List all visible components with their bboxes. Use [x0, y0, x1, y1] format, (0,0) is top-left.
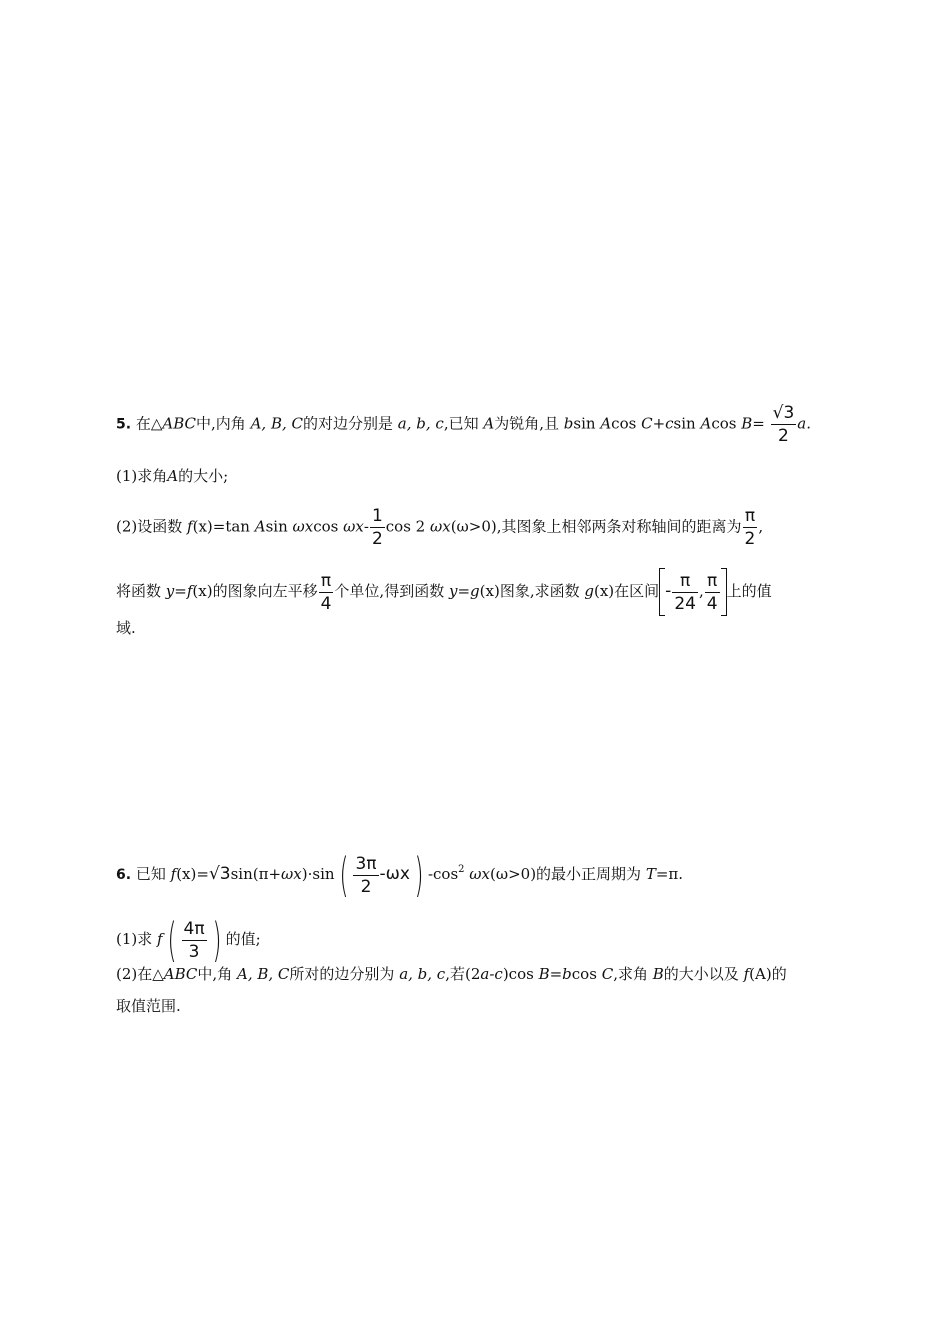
left-paren: ( — [167, 913, 177, 967]
problem5-line1: 5. 在△ABC中,内角 A, B, C的对边分别是 a, b, c,已知 A为锐角,且 bsin Acos C+csin Acos B= $\frac{√3}{2}$ a. — [116, 403, 811, 446]
right-paren: ) — [414, 848, 424, 902]
fraction-sqrt3-over-2: $\frac{√3}{2}$ — [772, 403, 795, 446]
problem-number: 5. — [116, 416, 132, 433]
right-paren: ) — [212, 913, 222, 967]
problem5-part2-line1: (2)设函数 f(x)=tan Asin ωxcos ωx- $\frac{1}{2}$ cos 2 ωx(ω>0),其图象上相邻两条对称轴间的距离为 $\frac{\pi}{2}$ , — [116, 506, 764, 549]
problem5-part2-line3: 域. — [116, 619, 136, 637]
fraction-one-half: $\frac{1}{2}$ — [371, 506, 383, 549]
problem5-part1: (1)求角A的大小; — [116, 467, 229, 485]
problem5-part2-line2: 将函数 y=f(x)的图象向左平移 $\frac{\pi}{4}$ 个单位,得到函数 y=g(x)图象,求函数 g(x)在区间 - $\frac{\pi}{24}$ , $\frac{\pi}{4}$ 上的值 — [116, 568, 772, 616]
problem6-part2-line2: 取值范围. — [116, 997, 181, 1015]
fraction-3pi-over-2: $\frac{3\pi}{2}$ — [355, 853, 377, 897]
problem6-line1: 6. 已知 f(x)=√3sin(π+ωx)·sin( $\frac{3\pi}{2}$ -ωx) $-\cos^2$ ωx(ω>0)的最小正周期为 T=π. — [116, 848, 684, 902]
fraction-pi-over-4: $\frac{\pi}{4}$ — [320, 570, 332, 614]
left-paren: ( — [339, 848, 348, 902]
problem6-part1: (1)求 f( $\frac{4\pi}{3}$ ) 的值; — [116, 913, 261, 967]
problem6-part2-line1: (2)在△ABC中,角 A, B, C所对的边分别为 a, b, c,若(2a-c)cos B=bcos C,求角 B的大小以及 f(A)的 — [116, 965, 787, 983]
problem-number: 6. — [116, 867, 132, 883]
fraction-pi-over-2: $\frac{\pi}{2}$ — [744, 506, 756, 549]
fraction-4pi-over-3: $\frac{4\pi}{3}$ — [183, 918, 205, 962]
fraction-pi-over-4-b: $\frac{\pi}{4}$ — [706, 570, 718, 614]
fraction-pi-over-24: $\frac{\pi}{24}$ — [674, 570, 696, 614]
